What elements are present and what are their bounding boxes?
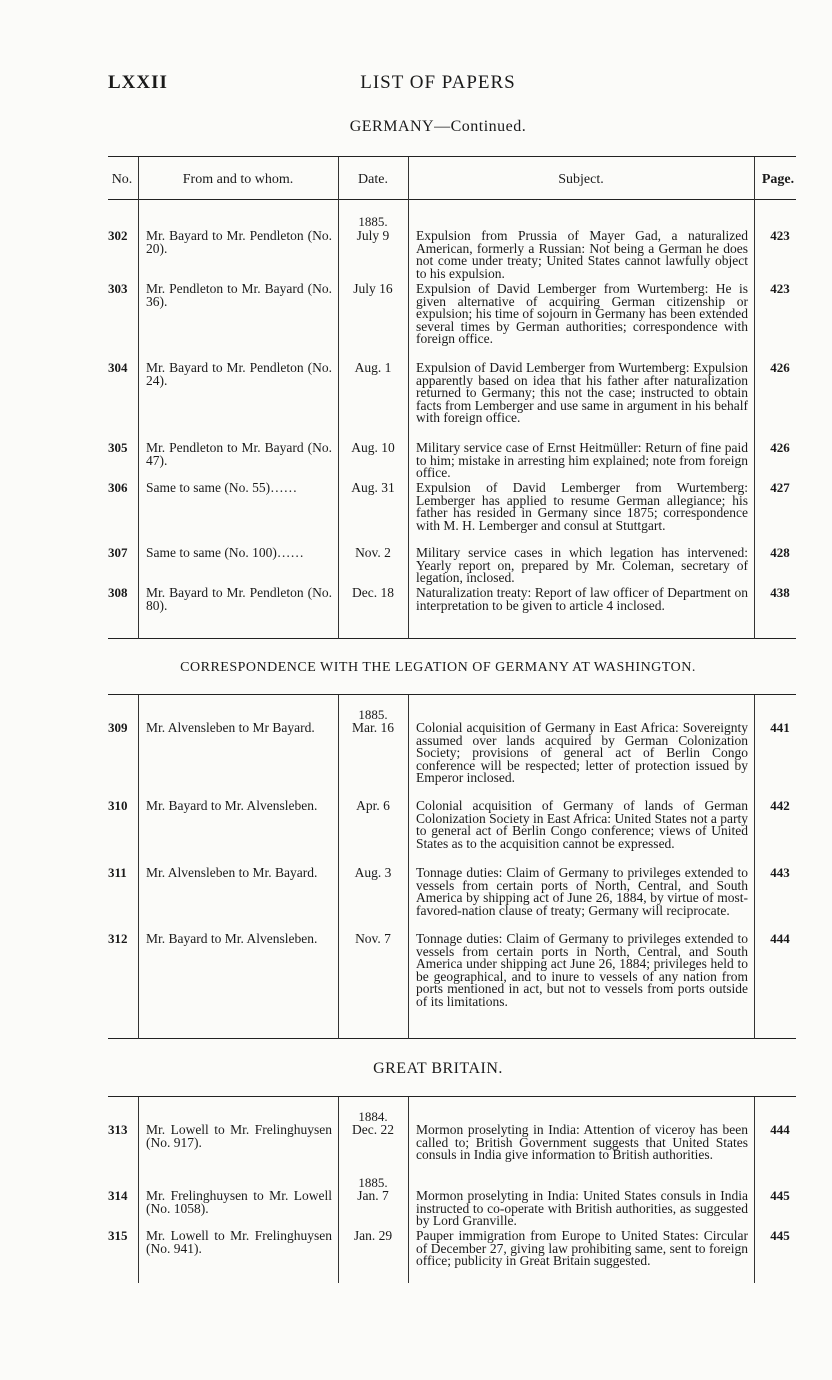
col-divider [408, 157, 409, 639]
year-label: 1885. [358, 1175, 388, 1190]
col-divider [138, 157, 139, 639]
section-title-great-britain: GREAT BRITAIN. [373, 1060, 503, 1077]
col-header-date: Date. [358, 172, 388, 187]
row-date: Nov. 7 [355, 931, 391, 946]
row-date: Nov. 2 [355, 545, 391, 560]
row-subject: Tonnage duties: Claim of Germany to privileges extended to vessels from certain ports in North, Central, and South America under shipping act June 26, 1884; privileges held to be geographical, and to inure to vessels of any nation from ports mentioned in act, but not to vessels from ports outside of its limitations. [416, 931, 748, 1009]
table-bottom-rule [108, 1038, 796, 1039]
col-divider [754, 1097, 755, 1283]
row-no: 309 [108, 720, 128, 735]
row-from: Mr. Lowell to Mr. Frelinghuysen (No. 917). [146, 1122, 332, 1150]
table-top-rule [108, 156, 796, 157]
row-no: 308 [108, 585, 128, 600]
row-no: 315 [108, 1228, 128, 1243]
row-no: 303 [108, 281, 128, 296]
row-from: Mr. Bayard to Mr. Pendleton (No. 80). [146, 585, 332, 613]
col-header-no: No. [111, 172, 133, 187]
row-from: Mr. Bayard to Mr. Alvensleben. [146, 931, 318, 946]
col-divider [338, 157, 339, 639]
row-subject: Pauper immigration from Europe to United States: Circular of December 27, giving law prohibiting same, sent to foreign office; publicity in Great Britain suggested. [416, 1228, 748, 1269]
col-header-subject: Subject. [558, 172, 604, 187]
row-page: 426 [770, 360, 790, 375]
col-divider [338, 695, 339, 1039]
row-from: Mr. Bayard to Mr. Pendleton (No. 20). [146, 228, 332, 256]
row-subject: Expulsion from Prussia of Mayer Gad, a naturalized American, formerly a Russian: Not being a German he does not come under treaty; United States cannot lawfully object to his expulsion. [416, 228, 748, 281]
running-title: LIST OF PAPERS [360, 72, 516, 93]
row-subject: Colonial acquisition of Germany in East Africa: Sovereignty assumed over lands acquired by German Colonization Society; provisions of general act of Berlin Congo conference will be respected; letter of protection issued by Emperor inclosed. [416, 720, 748, 786]
row-subject: Mormon proselyting in India: Attention of viceroy has been called to; British Government suggests that United States consuls in India give information to British authorities. [416, 1122, 748, 1163]
row-no: 312 [108, 931, 128, 946]
row-date: Aug. 31 [351, 480, 395, 495]
row-subject: Naturalization treaty: Report of law officer of Department on interpretation to be given to article 4 inclosed. [416, 585, 748, 613]
row-date: July 16 [353, 281, 393, 296]
row-from: Same to same (No. 100)…… [146, 545, 304, 560]
col-divider [338, 1097, 339, 1283]
row-subject: Military service case of Ernst Heitmüller: Return of fine paid to him; mistake in arresting him explained; note from foreign office. [416, 440, 748, 481]
row-date: Jan. 29 [353, 1228, 393, 1243]
row-no: 305 [108, 440, 128, 455]
row-from: Mr. Lowell to Mr. Frelinghuysen (No. 941). [146, 1228, 332, 1256]
table-top-rule [108, 1096, 796, 1097]
row-from: Mr. Bayard to Mr. Alvensleben. [146, 798, 318, 813]
row-date: Dec. 18 [352, 585, 394, 600]
col-divider [408, 1097, 409, 1283]
col-header-from: From and to whom. [182, 172, 294, 187]
year-label: 1884. [358, 1109, 388, 1124]
table-bottom-rule [108, 638, 796, 639]
col-divider [754, 695, 755, 1039]
page-folio: LXXII [108, 72, 168, 93]
section-title-germany-continued: GERMANY—Continued. [349, 118, 527, 135]
row-no: 311 [108, 865, 127, 880]
row-from: Same to same (No. 55)…… [146, 480, 298, 495]
row-date: Aug. 10 [351, 440, 395, 455]
row-subject: Expulsion of David Lemberger from Wurtemberg: He is given alternative of acquiring German citizenship or expulsion; his time of sojourn in Germany has been extended several times by German authorities; correspondence with foreign office. [416, 281, 748, 347]
col-divider [138, 695, 139, 1039]
row-page: 444 [770, 1122, 790, 1137]
page-header [108, 72, 768, 100]
row-subject: Tonnage duties: Claim of Germany to privileges extended to vessels from certain ports of North, Central, and South America by shipping act of June 26, 1884, by virtue of most-favored-nation clause of treaty; Germany will reciprocate. [416, 865, 748, 918]
row-subject: Expulsion of David Lemberger from Wurtemberg: Expulsion apparently based on idea that his father after naturalization returned to Germany; this not the case; instructed to obtain facts from Lemberger and use same in argument in his behalf with foreign office. [416, 360, 748, 426]
row-no: 306 [108, 480, 128, 495]
year-label: 1885. [358, 707, 388, 722]
row-no: 304 [108, 360, 128, 375]
row-date: Apr. 6 [356, 798, 390, 813]
section-title-legation: CORRESPONDENCE WITH THE LEGATION OF GERMANY AT WASHINGTON. [180, 660, 696, 675]
row-subject: Colonial acquisition of Germany of lands of German Colonization Society in East Africa: United States not a party to general act of Berlin Congo conference; views of United States as to the acquisition cannot be expressed. [416, 798, 748, 851]
col-divider [754, 157, 755, 639]
row-page: 443 [770, 865, 790, 880]
row-from: Mr. Pendleton to Mr. Bayard (No. 36). [146, 281, 332, 309]
row-page: 423 [770, 228, 790, 243]
row-date: Aug. 3 [354, 865, 392, 880]
row-date: Aug. 1 [354, 360, 392, 375]
row-from: Mr. Alvensleben to Mr Bayard. [146, 720, 315, 735]
row-subject: Mormon proselyting in India: United States consuls in India instructed to co-operate with British authorities, as suggested by Lord Granville. [416, 1188, 748, 1229]
row-subject: Expulsion of David Lemberger from Wurtemberg: Lemberger has applied to resume German allegiance; his father has resided in Germany since 1875; correspondence with M. H. Lemberger and consul at Stuttgart. [416, 480, 748, 533]
row-date: Mar. 16 [352, 720, 394, 735]
row-no: 310 [108, 798, 128, 813]
year-label: 1885. [358, 214, 388, 229]
row-from: Mr. Alvensleben to Mr. Bayard. [146, 865, 318, 880]
row-no: 313 [108, 1122, 128, 1137]
row-no: 307 [108, 545, 128, 560]
row-date: Dec. 22 [352, 1122, 394, 1137]
row-date: July 9 [356, 228, 390, 243]
row-from: Mr. Frelinghuysen to Mr. Lowell (No. 1058). [146, 1188, 332, 1216]
col-header-page: Page. [761, 172, 795, 187]
row-from: Mr. Bayard to Mr. Pendleton (No. 24). [146, 360, 332, 388]
row-page: 445 [770, 1188, 790, 1203]
row-no: 314 [108, 1188, 128, 1203]
table-top-rule [108, 694, 796, 695]
row-page: 441 [770, 720, 790, 735]
row-page: 427 [770, 480, 790, 495]
row-no: 302 [108, 228, 128, 243]
row-page: 428 [770, 545, 790, 560]
row-page: 445 [770, 1228, 790, 1243]
row-page: 438 [770, 585, 790, 600]
col-divider [408, 695, 409, 1039]
row-page: 426 [770, 440, 790, 455]
row-page: 423 [770, 281, 790, 296]
row-page: 442 [770, 798, 790, 813]
row-date: Jan. 7 [357, 1188, 389, 1203]
row-from: Mr. Pendleton to Mr. Bayard (No. 47). [146, 440, 332, 468]
row-page: 444 [770, 931, 790, 946]
row-subject: Military service cases in which legation has intervened: Yearly report on, prepared by Mr. Coleman, secretary of legation, inclosed. [416, 545, 748, 586]
header-bottom-rule [108, 199, 796, 200]
col-divider [138, 1097, 139, 1283]
